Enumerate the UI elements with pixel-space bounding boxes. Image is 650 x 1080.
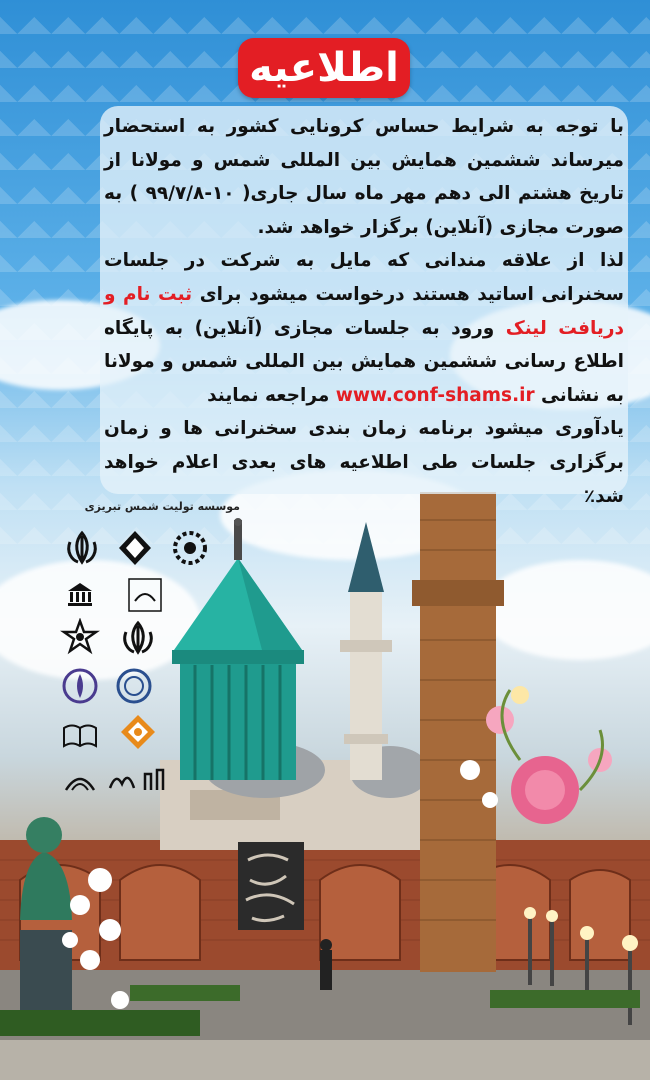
website-link[interactable]: www.conf-shams.ir bbox=[335, 384, 535, 406]
minaret bbox=[350, 590, 382, 780]
book-logo bbox=[60, 716, 100, 756]
emblem-icon bbox=[118, 618, 158, 658]
sponsors-title: موسسه تولیت شمس تبریزی bbox=[84, 500, 240, 513]
sponsor-logo bbox=[60, 760, 100, 800]
emblem-icon bbox=[62, 528, 102, 568]
wall-arch bbox=[570, 870, 630, 960]
wall-arch bbox=[320, 865, 400, 960]
hedge bbox=[0, 1010, 200, 1036]
notice-text-span: مراجعه نمایند bbox=[207, 384, 336, 406]
sponsor-logo bbox=[125, 575, 165, 615]
sponsor-logo bbox=[60, 666, 100, 706]
notice-paragraph-3: یادآوری میشود برنامه زمان بندی سخنرانی ها و زمان برگزاری جلسات طی اطلاعیه های بعدی اعلام خواهد شد٪ bbox=[104, 418, 624, 507]
pavement bbox=[0, 1040, 650, 1080]
notice-paragraph-1: با توجه به شرایط حساس کرونایی کشور به استحضار میرساند ششمین همایش بین المللی شمس و مولانا از تاریخ هشتم الی دهم مهر ماه سال جاری( ۱۰-۹۹/۷/۸ ) به صورت مجازی (آنلاین) برگزار خواهد شد. bbox=[104, 116, 624, 238]
wall-arch bbox=[120, 865, 200, 960]
hedge bbox=[490, 990, 640, 1008]
register-link-text[interactable]: ثبت نام و دریافت لینک bbox=[104, 283, 624, 339]
page-title: اطلاعیه bbox=[238, 38, 410, 98]
notice-text bbox=[104, 110, 624, 513]
sponsor-logo bbox=[170, 528, 210, 568]
brick-tower bbox=[420, 492, 496, 972]
notice-text-span: ورود به جلسات مجازی (آنلاین) به پایگاه اطلاع رسانی ششمین همایش بین المللی شمس و مولانا به نشانی bbox=[104, 317, 624, 406]
sponsor-logo bbox=[60, 618, 100, 658]
sponsor-logo bbox=[118, 712, 158, 752]
hedge bbox=[130, 985, 240, 1001]
minaret-cap bbox=[348, 522, 384, 592]
sponsor-logo bbox=[135, 760, 175, 800]
sponsor-logo bbox=[115, 528, 155, 568]
unesco-logo bbox=[60, 575, 100, 615]
sponsor-logo bbox=[114, 666, 154, 706]
person bbox=[320, 950, 332, 990]
notice-paragraph-2 bbox=[104, 244, 624, 412]
notice-text-span: لذا از علاقه مندانی که مایل به شرکت در جلسات سخنرانی اساتید هستند درخواست میشود برای bbox=[104, 250, 624, 305]
